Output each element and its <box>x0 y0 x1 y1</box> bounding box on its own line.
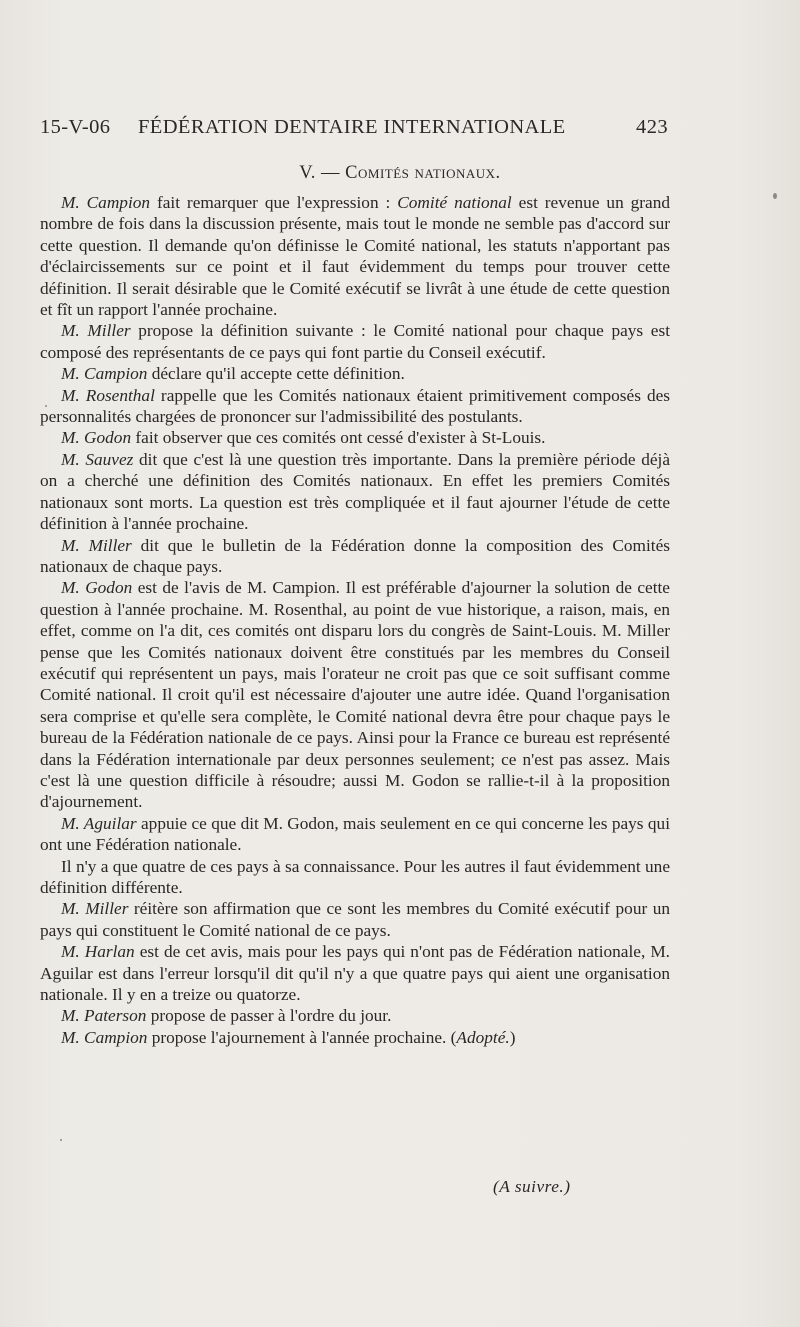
paragraph-text: est de l'avis de M. Campion. Il est préférable d'ajourner la solution de cette question à l'année prochaine. M. Rosenthal, au point de vue historique, a raison, mais, en effet, comme on l'a dit, ces comités ont disparu lors du congrès de Saint-Louis. M. Miller pense que les Comités nationaux doivent être constitués par les membres du Conseil exécutif qui représentent un pays, mais l'orateur ne croit pas que ce soit suffisant comme Comité national. Il croit qu'il est nécessaire d'ajouter une autre idée. Quand l'organisation sera comprise et qu'elle sera complète, le Comité national devra être pour chaque pays le bureau de la Fédération nationale de ce pays. Ainsi pour la France ce bureau est représenté dans la Fédération internationale par deux personnes seulement; ce n'est pas assez. Mais c'est là une question difficile à résoudre; aussi M. Godon se rallie-t-il à la proposition d'ajournement. <box>40 578 670 812</box>
emphasis-text: Comité national <box>397 193 512 212</box>
section-number: V. — <box>299 163 341 183</box>
section-heading <box>0 163 800 184</box>
speaker-name: M. Campion <box>61 364 148 384</box>
page-number: 423 <box>636 116 668 138</box>
paragraph <box>40 941 670 1005</box>
journal-title: FÉDÉRATION DENTAIRE INTERNATIONALE <box>138 116 566 138</box>
paragraph <box>40 898 670 941</box>
speaker-name: M. Miller <box>61 321 131 341</box>
paragraph-text: dit que le bulletin de la Fédération donne la composition des Comités nationaux de chaque pays. <box>40 535 670 576</box>
paragraph <box>40 320 670 363</box>
speaker-name: M. Harlan <box>61 942 135 962</box>
section-title: Comités nationaux. <box>345 163 501 183</box>
speaker-name: M. Godon <box>61 428 132 448</box>
emphasis-text: Adopté. <box>456 1027 510 1047</box>
paper-speck <box>60 1139 62 1141</box>
folio-date: 15-V-06 <box>40 116 111 138</box>
paragraph-text: est de cet avis, mais pour les pays qui n'ont pas de Fédération nationale, M. Aguilar est dans l'erreur lorsqu'il dit qu'il n'y a que quatre pays qui aient une organisation nationale. Il y en a treize ou quatorze. <box>40 942 670 1005</box>
speaker-name: M. Paterson <box>61 1006 147 1026</box>
paragraph <box>40 856 670 899</box>
paragraph-text: dit que c'est là une question très importante. Dans la première période déjà on a cherché une définition des Comités nationaux. En effet les premiers Comités nationaux sont morts. La question est très compliquée et il faut ajourner l'étude de cette définition à l'année prochaine. <box>40 449 671 534</box>
speaker-name: M. Rosenthal <box>61 385 155 405</box>
continuation-note: (A suivre.) <box>493 1177 571 1196</box>
paragraph-text: fait observer que ces comités ont cessé d'exister à St-Louis. <box>131 428 546 448</box>
paragraph <box>40 363 670 384</box>
paragraph-text: propose de passer à l'ordre du jour. <box>146 1006 392 1026</box>
paragraph <box>40 385 670 428</box>
paragraph-text: ) <box>509 1027 516 1047</box>
paragraph-text: rappelle que les Comités nationaux étaient primitivement composés des personnalités chargées de prononcer sur l'admissibilité des postulants. <box>40 385 671 427</box>
speaker-name: M. Miller <box>61 535 132 555</box>
speaker-name: M. Miller <box>61 899 129 919</box>
paragraph <box>40 449 670 535</box>
paragraph-text: fait remarquer que l'expression : <box>150 193 398 212</box>
paragraph <box>40 813 670 856</box>
paragraph-text: Il n'y a que quatre de ces pays à sa connaissance. Pour les autres il faut évidemment une définition différente. <box>40 856 670 897</box>
paragraph <box>40 577 670 812</box>
speaker-name: M. Godon <box>61 578 133 598</box>
running-head <box>40 116 670 146</box>
speaker-name: M. Campion <box>61 193 151 212</box>
paragraph-text: appuie ce que dit M. Godon, mais seulement en ce qui concerne les pays qui ont une Fédération nationale. <box>40 813 670 855</box>
paragraph <box>40 1005 670 1026</box>
speaker-name: M. Aguilar <box>61 813 137 833</box>
paragraph-text: déclare qu'il accepte cette définition. <box>147 364 405 384</box>
paragraph <box>40 535 670 578</box>
paragraph-text: est revenue un grand nombre de fois dans la discussion présente, mais tout le monde ne semble pas d'accord sur cette question. Il demande qu'on définisse le Comité national, les statuts n'apportant pas d'éclaircissements sur ce point et il faut évidemment du temps pour trouver cette définition. Il serait désirable que le Comité exécutif se livrât à une étude de cette question et fît un rapport l'année prochaine. <box>40 193 670 320</box>
paragraph <box>40 192 670 320</box>
paragraph-text: propose la définition suivante : le Comité national pour chaque pays est composé des représentants de ce pays qui font partie du Conseil exécutif. <box>40 321 670 362</box>
paper-speck <box>773 193 777 199</box>
paragraph-text: réitère son affirmation que ce sont les membres du Comité exécutif pour un pays qui constituent le Comité national de ce pays. <box>40 899 670 940</box>
paragraph <box>40 427 670 448</box>
paragraph <box>40 1027 670 1048</box>
speaker-name: M. Campion <box>61 1027 148 1047</box>
paragraph-text: propose l'ajournement à l'année prochaine. ( <box>147 1027 457 1047</box>
minutes-text <box>40 192 670 1048</box>
paper-speck <box>45 405 47 407</box>
speaker-name: M. Sauvez <box>61 449 134 469</box>
